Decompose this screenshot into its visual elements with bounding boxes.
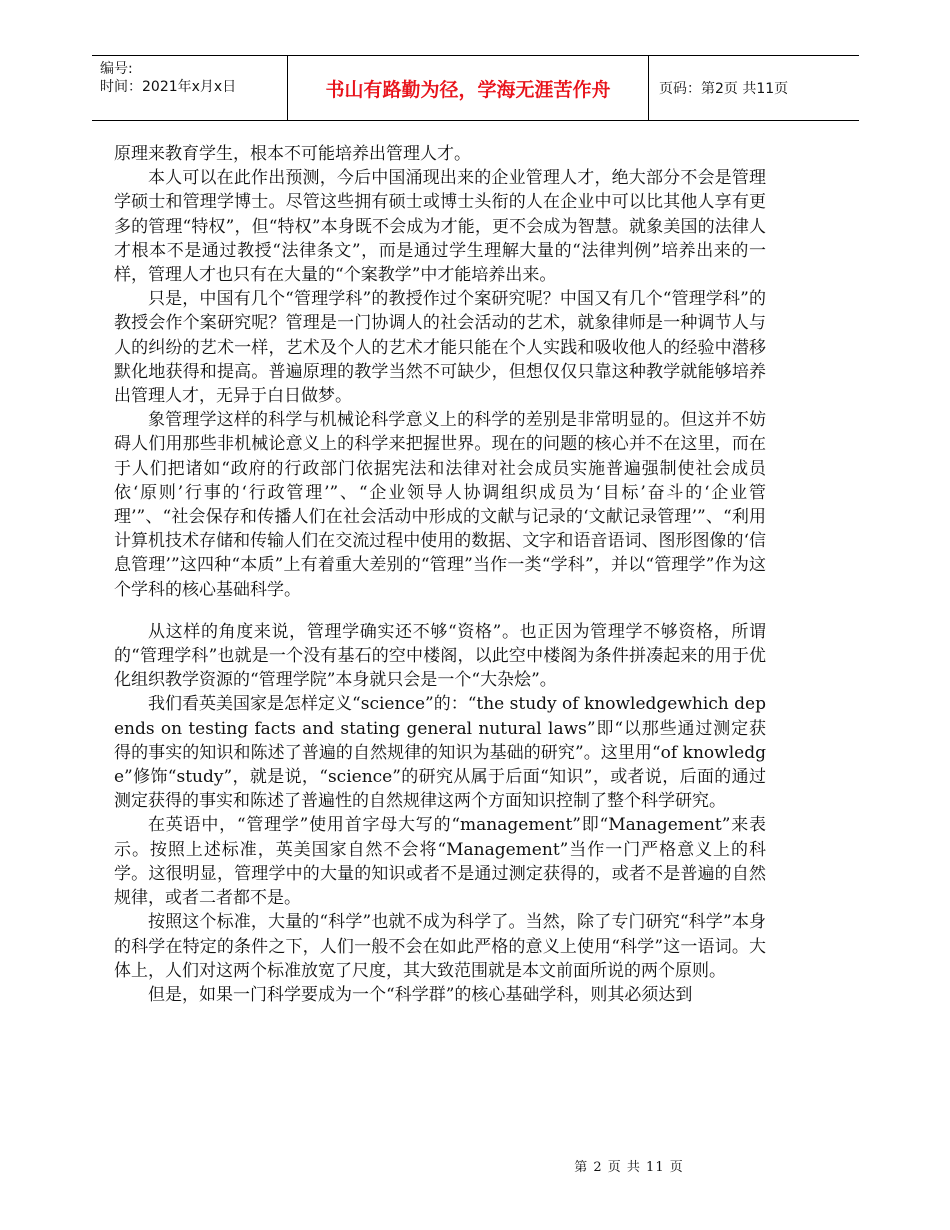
paragraph-1: 原理来教育学生，根本不可能培养出管理人才。 <box>114 144 471 164</box>
document-number-label: 编号: <box>100 61 133 77</box>
header-motto: 书山有路勤为径，学海无涯苦作舟 <box>287 56 649 120</box>
paragraph-6: 我们看英美国家是怎样定义“science”的：“the study of knowledgewhich depends on testing facts and stating general nutural laws”即“以那些通过测定获得的事实的知识和陈述了普遍的自然规律的知识为基础的研究”。这里用“of knowledge”修饰“study”，就是说，“science”的研究从属于后面“知识”，或者说，后面的通过测定获得的事实和陈述了普遍性的自然规律这两个方面知识控制了整个科学研究。 <box>114 694 766 812</box>
document-time-label: 时间：2021年x月x日 <box>100 79 237 95</box>
paragraph-8: 按照这个标准，大量的“科学”也就不成为科学了。当然，除了专门研究“科学”本身的科学在特定的条件之下，人们一般不会在如此严格的意义上使用“科学”这一语词。大体上，人们对这两个标准放宽了尺度，其大致范围就是本文前面所说的两个原则。 <box>114 912 766 981</box>
paragraph-5: 从这样的角度来说，管理学确实还不够“资格”。也正因为管理学不够资格，所谓的“管理学科”也就是一个没有基石的空中楼阁，以此空中楼阁为条件拼凑起来的用于优化组织教学资源的“管理学院”本身就只会是一个“大杂烩”。 <box>114 621 766 691</box>
paragraph-4: 象管理学这样的科学与机械论科学意义上的科学的差别是非常明显的。但这并不妨碍人们用那些非机械论意义上的科学来把握世界。现在的问题的核心并不在这里，而在于人们把诸如“政府的行政部门依据宪法和法律对社会成员实施普遍强制使社会成员依‘原则’行事的‘行政管理’”、“企业领导人协调组织成员为‘目标’奋斗的‘企业管理’”、“社会保存和传播人们在社会活动中形成的文献与记录的‘文献记录管理’”、“利用计算机技术存储和传输人们在交流过程中使用的数据、文字和语音语词、图形图像的‘信息管理’”这四种“本质”上有着重大差别的“管理”当作一类“学科”，并以“管理学”作为这个学科的核心基础科学。 <box>114 410 766 600</box>
document-body <box>114 142 766 1007</box>
page-footer: 第 2 页 共 11 页 <box>574 1160 684 1175</box>
paragraph-7: 在英语中，“管理学”使用首字母大写的“management”即“Management”来表示。按照上述标准，英美国家自然不会将“Management”当作一门严格意义上的科学。这很明显，管理学中的大量的知识或者不是通过测定获得的，或者不是普遍的自然规律，或者二者都不是。 <box>114 815 766 909</box>
page-header <box>92 55 859 121</box>
paragraph-2: 本人可以在此作出预测，今后中国涌现出来的企业管理人才，绝大部分不会是管理学硕士和管理学博士。尽管这些拥有硕士或博士头衔的人在企业中可以比其他人享有更多的管理“特权”，但“特权”本身既不会成为才能，更不会成为智慧。就象美国的法律人才根本不是通过教授“法律条文”，而是通过学生理解大量的“法律判例”培养出来的一样，管理人才也只有在大量的“个案教学”中才能培养出来。 <box>114 168 766 286</box>
header-page-info: 页码：第2页 共11页 <box>659 81 789 97</box>
paragraph-3: 只是，中国有几个“管理学科”的教授作过个案研究呢？中国又有几个“管理学科”的教授会作个案研究呢？管理是一门协调人的社会活动的艺术，就象律师是一种调节人与人的纠纷的艺术一样，艺术及个人的艺术才能只能在个人实践和吸收他人的经验中潜移默化地获得和提高。普遍原理的教学当然不可缺少，但想仅仅只靠这种教学就能够培养出管理人才，无异于白日做梦。 <box>114 289 766 407</box>
header-meta <box>100 60 282 96</box>
paragraph-9: 但是，如果一门科学要成为一个“科学群”的核心基础学科，则其必须达到 <box>148 984 693 1005</box>
